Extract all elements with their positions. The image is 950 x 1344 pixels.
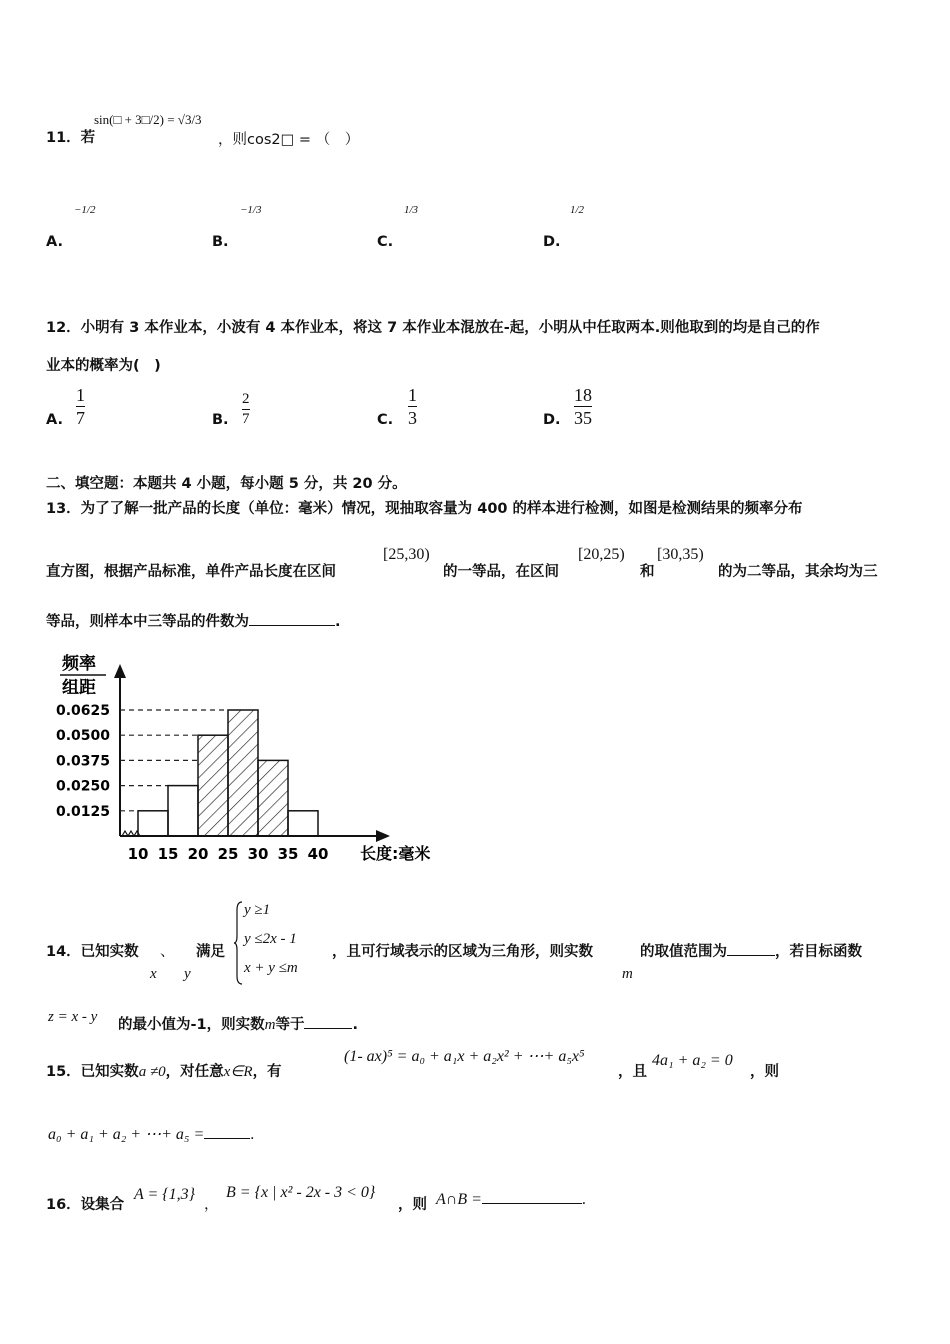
q12-option-b-fraction <box>242 390 250 429</box>
q14-var-x: x <box>150 966 157 982</box>
q16-ask-text: A∩B = <box>436 1191 482 1208</box>
q16-set-a: A = {1,3} <box>134 1186 196 1203</box>
xlabel: 长度:毫米 <box>360 844 431 863</box>
ylabel-top: 频率 <box>62 654 96 674</box>
q16-set-b: B = {x | x² - 2x - 3 < 0} <box>226 1184 376 1201</box>
q14-m2: m <box>264 1017 276 1033</box>
ylabel-bottom: 组距 <box>62 678 96 698</box>
q13-line1: 13．为了了解一批产品的长度（单位：毫米）情况，现抽取容量为 400 的样本进行检测，如图是检测结果的频率分布 <box>46 501 803 517</box>
q14-range <box>640 940 862 961</box>
x-axis-arrow <box>376 830 390 842</box>
y-tick-label: 0.0500 <box>56 728 111 745</box>
q16-number: 16．设集合 <box>46 1197 125 1213</box>
q14-number: 14．已知实数 <box>46 944 139 960</box>
q16-answer-blank[interactable] <box>482 1203 582 1204</box>
q11-then: ，则cos2□ = （ ） <box>218 132 360 148</box>
q12-option-b-label[interactable]: B. <box>212 412 229 428</box>
q13-interval2: [20,25) <box>578 546 625 563</box>
q14-constraint-3: x + y ≤m <box>244 960 298 976</box>
q14-range-text: 的取值范围为 <box>640 944 727 960</box>
q11-option-c-label[interactable]: C. <box>377 234 394 250</box>
q15-and: ，且 <box>618 1064 647 1080</box>
q13-line3 <box>46 610 341 631</box>
section-heading: 二、填空题：本题共 4 小题，每小题 5 分，共 20 分。 <box>46 476 407 492</box>
bar-10-15 <box>138 811 168 836</box>
q15-sum-text: a₀ + a₁ + a₂ + ⋯+ a₅ = <box>48 1126 205 1143</box>
bar-20-25 <box>198 735 228 836</box>
q14-line2-text: 的最小值为-1，则实数 <box>118 1017 265 1033</box>
q11-formula: sin(□ + 3□/2) = √3/3 <box>94 112 202 127</box>
q14-separator: 、 <box>160 944 175 960</box>
q13-line2a: 直方图，根据产品标准，单件产品长度在区间 <box>46 564 336 580</box>
y-axis-arrow <box>114 664 126 678</box>
q12-line1: 12．小明有 3 本作业本，小波有 4 本作业本，将这 7 本作业本混放在-起，小明从中任取两本.则他取到的均是自己的作 <box>46 320 820 336</box>
x-tick-label: 10 <box>127 845 149 863</box>
q13-answer-blank[interactable] <box>249 625 335 626</box>
q15-line1 <box>46 1060 282 1081</box>
q15-cond: a ≠0 <box>138 1064 166 1080</box>
q11-option-d-label[interactable]: D. <box>543 234 561 250</box>
q14-end: . <box>352 1017 358 1033</box>
q14-eq: 等于 <box>275 1017 305 1033</box>
q14-mid: ，且可行域表示的区域为三角形，则实数 <box>332 944 593 960</box>
q12-option-a-fraction <box>76 384 85 429</box>
q15-end: . <box>250 1126 255 1143</box>
denominator: 7 <box>242 411 250 427</box>
q13-interval3: [30,35) <box>657 546 704 563</box>
q14-var-y: y <box>184 966 191 982</box>
q14-system <box>234 900 334 986</box>
q11-option-a-label[interactable]: A. <box>46 234 63 250</box>
frequency-histogram <box>48 648 458 866</box>
q13-line2c: 和 <box>640 564 655 580</box>
q13-interval1: [25,30) <box>383 546 430 563</box>
q13-line2d: 的为二等品，其余均为三 <box>718 564 878 580</box>
q15-cond2: 4a₁ + a₂ = 0 <box>652 1052 733 1069</box>
numerator: 2 <box>242 391 250 407</box>
q15-xin: x∈R <box>223 1064 253 1080</box>
q12-options <box>46 384 606 436</box>
q16-comma: ， <box>204 1197 219 1213</box>
q11-number: 11．若 <box>46 130 96 146</box>
q14-range-blank[interactable] <box>727 955 775 956</box>
numerator: 1 <box>408 385 417 405</box>
bar-15-20 <box>168 786 198 836</box>
q14-constraint-2: y ≤2x - 1 <box>244 931 297 947</box>
y-tick-label: 0.0375 <box>56 753 111 770</box>
q14-objective: z = x - y <box>48 1009 98 1025</box>
bar-30-35 <box>258 760 288 836</box>
x-tick-label: 20 <box>187 845 209 863</box>
q14-constraint-1: y ≥1 <box>244 902 271 918</box>
q11-option-b-value: −1/3 <box>240 204 262 216</box>
y-tick-label: 0.0625 <box>56 703 111 719</box>
q16-ask <box>436 1191 586 1209</box>
x-tick-label: 35 <box>277 845 299 863</box>
q14-var-m: m <box>622 966 633 982</box>
q15-number: 15．已知实数 <box>46 1064 139 1080</box>
denominator: 3 <box>408 408 417 428</box>
bar-35-40 <box>288 811 318 836</box>
q13-line2b: 的一等品，在区间 <box>443 564 559 580</box>
y-tick-label: 0.0250 <box>56 778 111 795</box>
q13-line3-end: . <box>335 614 341 630</box>
y-tick-label: 0.0125 <box>56 803 111 820</box>
q15-have: ，有 <box>252 1064 282 1080</box>
q12-option-d-fraction <box>574 384 592 429</box>
x-tick-label: 25 <box>217 845 239 863</box>
q14-answer-blank[interactable] <box>304 1028 352 1029</box>
q12-option-c-label[interactable]: C. <box>377 412 394 428</box>
q15-then: ，则 <box>750 1064 779 1080</box>
brace-icon <box>234 900 244 986</box>
q15-sum <box>48 1124 254 1144</box>
q12-line2: 业本的概率为( ) <box>46 358 161 374</box>
q12-option-a-label[interactable]: A. <box>46 412 63 428</box>
q11-option-d-value: 1/2 <box>570 204 585 216</box>
q15-any: ，对任意 <box>165 1064 224 1080</box>
q16-then: ，则 <box>398 1197 427 1213</box>
q11-option-b-label[interactable]: B. <box>212 234 229 250</box>
bar-25-30 <box>228 710 258 836</box>
q15-answer-blank[interactable] <box>204 1138 250 1139</box>
x-tick-label: 15 <box>157 845 179 863</box>
numerator: 18 <box>574 385 592 405</box>
q11-option-c-value: 1/3 <box>404 204 419 216</box>
numerator: 1 <box>76 385 85 405</box>
q14-line2 <box>118 1013 358 1034</box>
q14-tail: ，若目标函数 <box>775 944 862 960</box>
q11-options <box>46 200 606 250</box>
q16-end: . <box>581 1191 586 1208</box>
x-tick-label: 30 <box>247 845 269 863</box>
q12-option-d-label[interactable]: D. <box>543 412 561 428</box>
q14-satisfy: 满足 <box>196 944 225 960</box>
q12-option-c-fraction <box>408 384 417 429</box>
x-tick-label: 40 <box>307 845 329 863</box>
q13-line3-text: 等品，则样本中三等品的件数为 <box>46 614 249 630</box>
denominator: 35 <box>574 408 592 428</box>
denominator: 7 <box>76 408 85 428</box>
q15-expansion: (1- ax)⁵ = a₀ + a₁x + a₂x² + ⋯+ a₅x⁵ <box>344 1048 585 1065</box>
q11-option-a-value: −1/2 <box>74 204 96 216</box>
